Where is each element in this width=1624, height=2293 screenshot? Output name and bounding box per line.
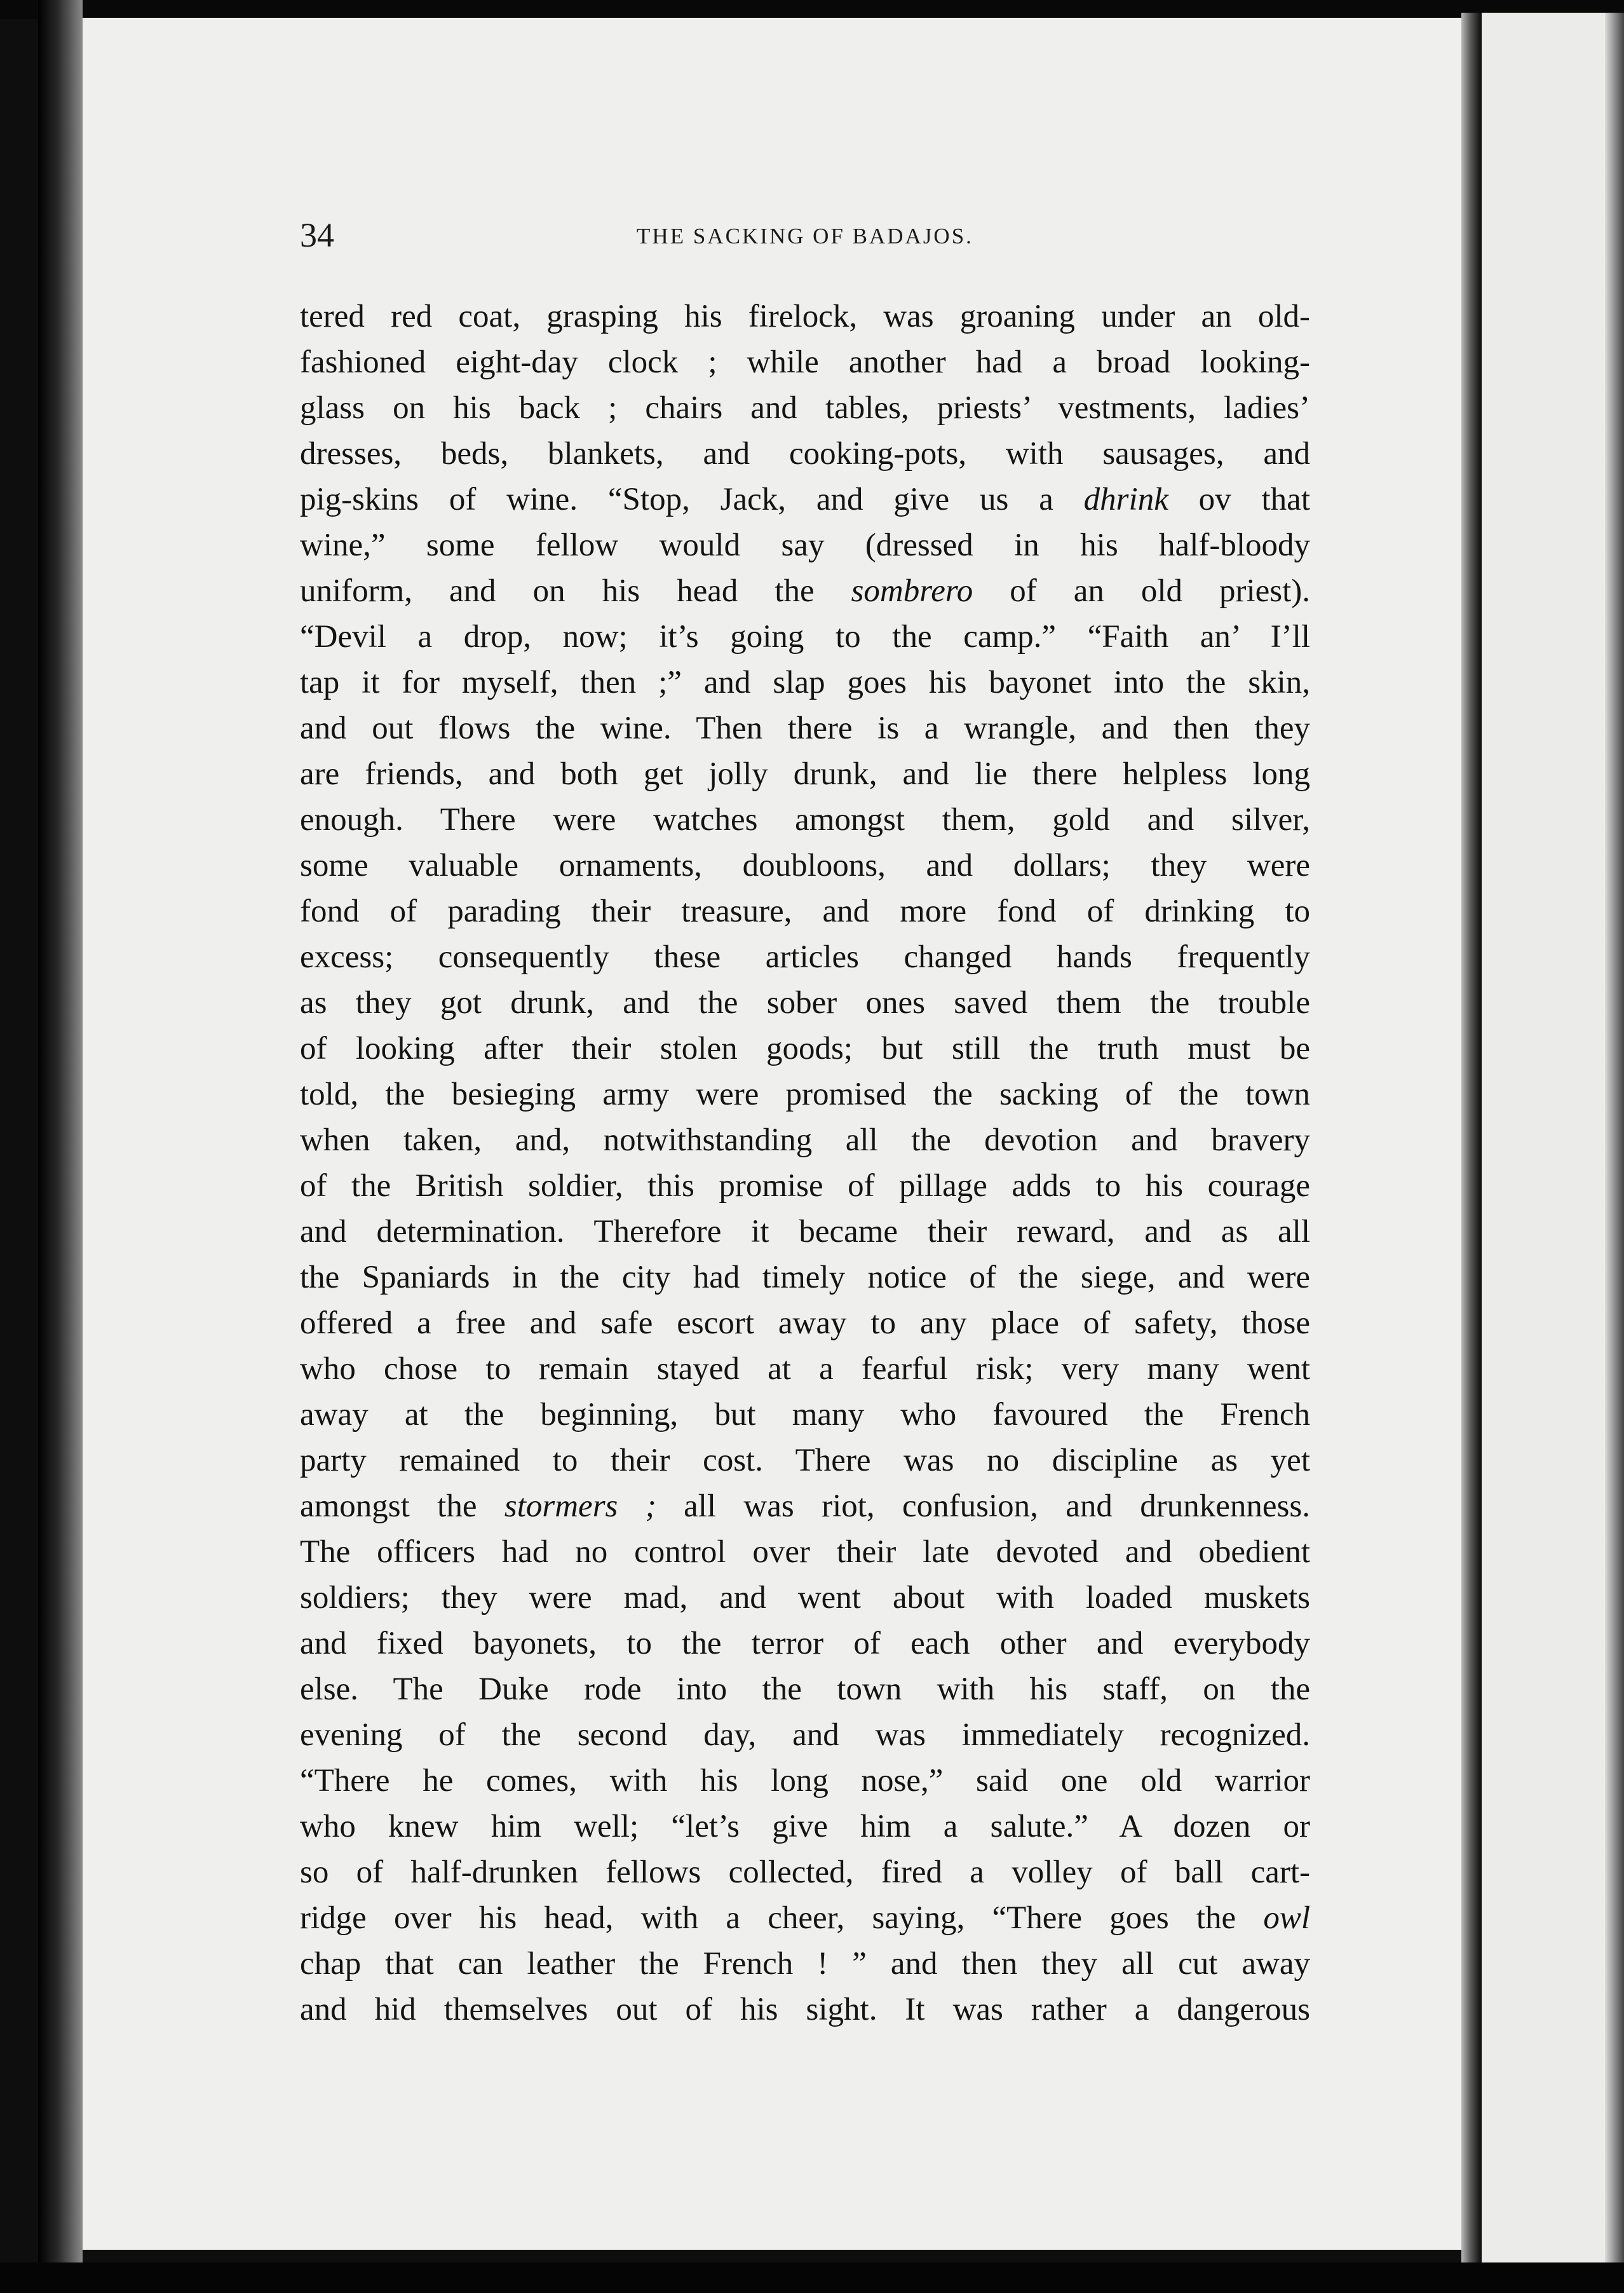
text-run: who knew him well; “let’s give him a salute.” A dozen or <box>300 1809 1310 1844</box>
text-run: wine,” some fellow would say (dressed in his half-bloody <box>300 527 1310 563</box>
text-line <box>300 1529 1310 1575</box>
text-run: soldiers; they were mad, and went about with loaded muskets <box>300 1580 1310 1616</box>
text-run: amongst the <box>300 1488 504 1524</box>
text-run: excess; consequently these articles changed hands frequently <box>300 939 1310 975</box>
text-run: as they got drunk, and the sober ones saved them the trouble <box>300 985 1310 1021</box>
text-line <box>300 431 1310 477</box>
text-line <box>300 1346 1310 1392</box>
text-line <box>300 843 1310 888</box>
text-line <box>300 385 1310 431</box>
text-run: party remained to their cost. There was no discipline as yet <box>300 1443 1310 1478</box>
page-header <box>300 213 1310 257</box>
text-line <box>300 1438 1310 1483</box>
text-line <box>300 1300 1310 1346</box>
text-line <box>300 1941 1310 1987</box>
facing-page-edge <box>1482 13 1624 2262</box>
text-run: ov that <box>1168 482 1310 517</box>
facing-page-shadow <box>1605 13 1624 2262</box>
body-text <box>300 294 1310 2032</box>
text-line <box>300 1712 1310 1758</box>
text-line <box>300 705 1310 751</box>
text-line <box>300 1392 1310 1438</box>
text-line <box>300 888 1310 934</box>
text-run: and out flows the wine. Then there is a wrangle, and then they <box>300 711 1310 746</box>
text-run: “There he comes, with his long nose,” said one old warrior <box>300 1763 1310 1799</box>
text-run: told, the besieging army were promised the sacking of the town <box>300 1077 1310 1112</box>
text-run: dresses, beds, blankets, and cooking-pots, with sausages, and <box>300 436 1310 472</box>
text-line <box>300 614 1310 660</box>
page-number: 34 <box>300 216 334 254</box>
book-binding-edge <box>38 0 83 2293</box>
text-line <box>300 522 1310 568</box>
text-line <box>300 751 1310 797</box>
text-line <box>300 1209 1310 1255</box>
italic-run: stormers ; <box>504 1488 656 1524</box>
text-line <box>300 1987 1310 2032</box>
text-run: ridge over his head, with a cheer, saying, “There goes the <box>300 1900 1264 1936</box>
text-run: and determination. Therefore it became their reward, and as all <box>300 1214 1310 1249</box>
text-run: evening of the second day, and was immediately recognized. <box>300 1717 1310 1753</box>
text-line <box>300 1163 1310 1209</box>
text-line <box>300 1895 1310 1941</box>
text-run: enough. There were watches amongst them, gold and silver, <box>300 802 1310 838</box>
text-line <box>300 568 1310 614</box>
text-run: glass on his back ; chairs and tables, priests’ vestments, ladies’ <box>300 390 1310 426</box>
page-gutter <box>1461 13 1482 2262</box>
text-run: uniform, and on his head the <box>300 573 851 609</box>
text-run: of an old priest). <box>973 573 1310 609</box>
text-run: chap that can leather the French ! ” and then they all cut away <box>300 1946 1310 1982</box>
scan-border-top <box>0 0 1624 19</box>
text-run: of looking after their stolen goods; but still the truth must be <box>300 1031 1310 1066</box>
italic-run: dhrink <box>1083 482 1168 517</box>
text-run: of the British soldier, this promise of pillage adds to his courage <box>300 1168 1310 1204</box>
text-run: are friends, and both get jolly drunk, and lie there helpless long <box>300 756 1310 792</box>
text-run: tered red coat, grasping his firelock, was groaning under an old- <box>300 299 1310 334</box>
text-run: so of half-drunken fellows collected, fired a volley of ball cart- <box>300 1854 1310 1890</box>
text-line <box>300 1575 1310 1621</box>
italic-run: sombrero <box>851 573 973 609</box>
text-line <box>300 1026 1310 1072</box>
text-run: who chose to remain stayed at a fearful risk; very many went <box>300 1351 1310 1387</box>
text-run: when taken, and, notwithstanding all the devotion and bravery <box>300 1122 1310 1158</box>
text-run: and fixed bayonets, to the terror of each other and everybody <box>300 1626 1310 1661</box>
text-line <box>300 1758 1310 1804</box>
text-run: the Spaniards in the city had timely notice of the siege, and were <box>300 1260 1310 1295</box>
scan-border-bottom <box>0 2262 1624 2293</box>
text-run: “Devil a drop, now; it’s going to the camp.” “Faith an’ I’ll <box>300 619 1310 655</box>
text-run: pig-skins of wine. “Stop, Jack, and give us a <box>300 482 1084 517</box>
text-run: some valuable ornaments, doubloons, and dollars; they were <box>300 848 1310 883</box>
text-run: offered a free and safe escort away to any place of safety, those <box>300 1305 1310 1341</box>
text-line <box>300 1255 1310 1300</box>
text-line <box>300 797 1310 843</box>
text-run: away at the beginning, but many who favoured the French <box>300 1397 1310 1432</box>
text-line <box>300 1483 1310 1529</box>
text-line <box>300 1072 1310 1117</box>
text-line <box>300 339 1310 385</box>
text-run: fond of parading their treasure, and more fond of drinking to <box>300 894 1310 929</box>
text-line <box>300 1621 1310 1666</box>
text-line <box>300 1117 1310 1163</box>
text-line <box>300 1849 1310 1895</box>
text-line <box>300 934 1310 980</box>
text-line <box>300 294 1310 339</box>
running-head: THE SACKING OF BADAJOS. <box>637 224 973 248</box>
text-line <box>300 1804 1310 1849</box>
text-line <box>300 477 1310 522</box>
text-run: all was riot, confusion, and drunkenness. <box>656 1488 1310 1524</box>
text-run: fashioned eight-day clock ; while another had a broad looking- <box>300 344 1310 380</box>
text-line <box>300 980 1310 1026</box>
text-run: else. The Duke rode into the town with his staff, on the <box>300 1671 1310 1707</box>
text-line <box>300 1666 1310 1712</box>
text-run: tap it for myself, then ;” and slap goes his bayonet into the skin, <box>300 665 1310 700</box>
italic-run: owl <box>1263 1900 1310 1936</box>
text-line <box>300 660 1310 705</box>
text-run: and hid themselves out of his sight. It was rather a dangerous <box>300 1992 1310 2027</box>
text-run: The officers had no control over their late devoted and obedient <box>300 1534 1310 1570</box>
